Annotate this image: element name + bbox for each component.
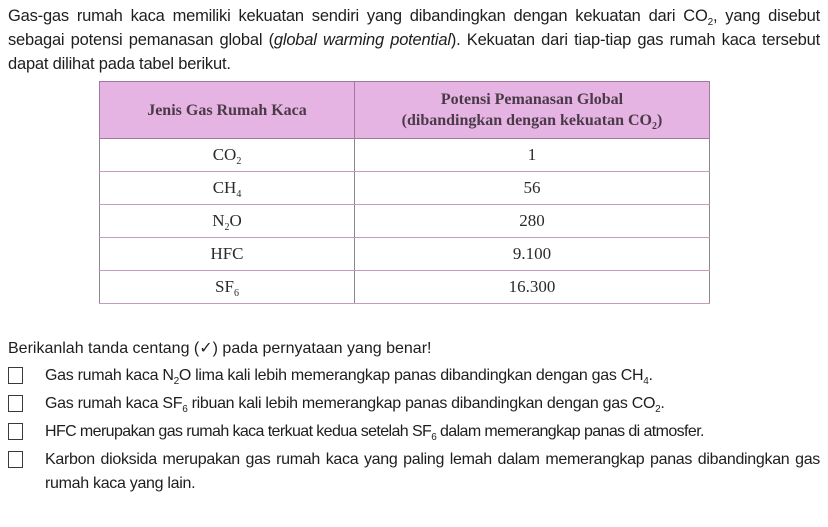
gwp-cell: 1 — [355, 139, 710, 172]
gas-cell: $N_2O$ — [100, 205, 355, 238]
gwp-table — [99, 81, 710, 304]
intro-text: , yang disebut sebagai potensi pemanasan global ( — [8, 7, 820, 49]
option-item — [8, 448, 820, 496]
gas-cell: $CO_2$ — [100, 139, 355, 172]
table-row — [100, 271, 710, 304]
col-header-gwp — [355, 82, 710, 139]
gwp-cell: 9.100 — [355, 238, 710, 271]
table-row — [100, 205, 710, 238]
option-text: Gas rumah kaca $SF_6$ ribuan kali lebih memerangkap panas dibandingkan dengan gas $CO_2$. — [45, 395, 665, 415]
gwp-cell: 56 — [355, 172, 710, 205]
gas-cell: $SF_6$ — [100, 271, 355, 304]
gwp-cell: 16.300 — [355, 271, 710, 304]
option-text: Gas rumah kaca $N_2O$ lima kali lebih memerangkap panas dibandingkan dengan gas $CH_4$. — [45, 367, 653, 387]
checkbox-option-4[interactable] — [8, 451, 23, 468]
option-item — [8, 392, 820, 416]
col-header-gas: Jenis Gas Rumah Kaca — [100, 82, 355, 139]
header-line: ) — [657, 112, 663, 129]
intro-paragraph — [8, 4, 820, 76]
intro-text: Gas-gas rumah kaca memiliki kekuatan sendiri yang dibandingkan dengan kekuatan dari CO — [8, 7, 708, 25]
table-row — [100, 139, 710, 172]
gas-cell: $CH_4$ — [100, 172, 355, 205]
table-header-row — [100, 82, 710, 139]
checkbox-option-1[interactable] — [8, 367, 23, 384]
header-line: Potensi Pemanasan Global — [440, 91, 624, 108]
checkbox-option-3[interactable] — [8, 423, 23, 440]
table-row — [100, 238, 710, 271]
options-list — [8, 364, 820, 500]
intro-text: ). Kekuatan dari tiap-tiap gas rumah kaca tersebut dapat dilihat pada tabel berikut. — [8, 31, 821, 73]
subscript: 2 — [652, 121, 657, 132]
intro-italic-term: global warming potential — [273, 31, 451, 49]
checkbox-option-2[interactable] — [8, 395, 23, 412]
instruction-prompt: Berikanlah tanda centang (✓) pada pernyataan yang benar! — [8, 340, 432, 357]
gwp-cell: 280 — [355, 205, 710, 238]
header-line: (dibandingkan dengan kekuatan CO — [401, 112, 652, 129]
gas-cell: HFC — [100, 238, 355, 271]
option-item — [8, 420, 820, 444]
subscript: 2 — [707, 17, 713, 28]
option-text: Karbon dioksida merupakan gas rumah kaca yang paling lemah dalam memerangkap panas dibandingkan gas rumah kaca yang lain. — [45, 451, 820, 492]
option-item — [8, 364, 820, 388]
table-row — [100, 172, 710, 205]
option-text: HFC merupakan gas rumah kaca terkuat kedua setelah $SF_6$ dalam memerangkap panas di atmosfer. — [45, 423, 704, 443]
